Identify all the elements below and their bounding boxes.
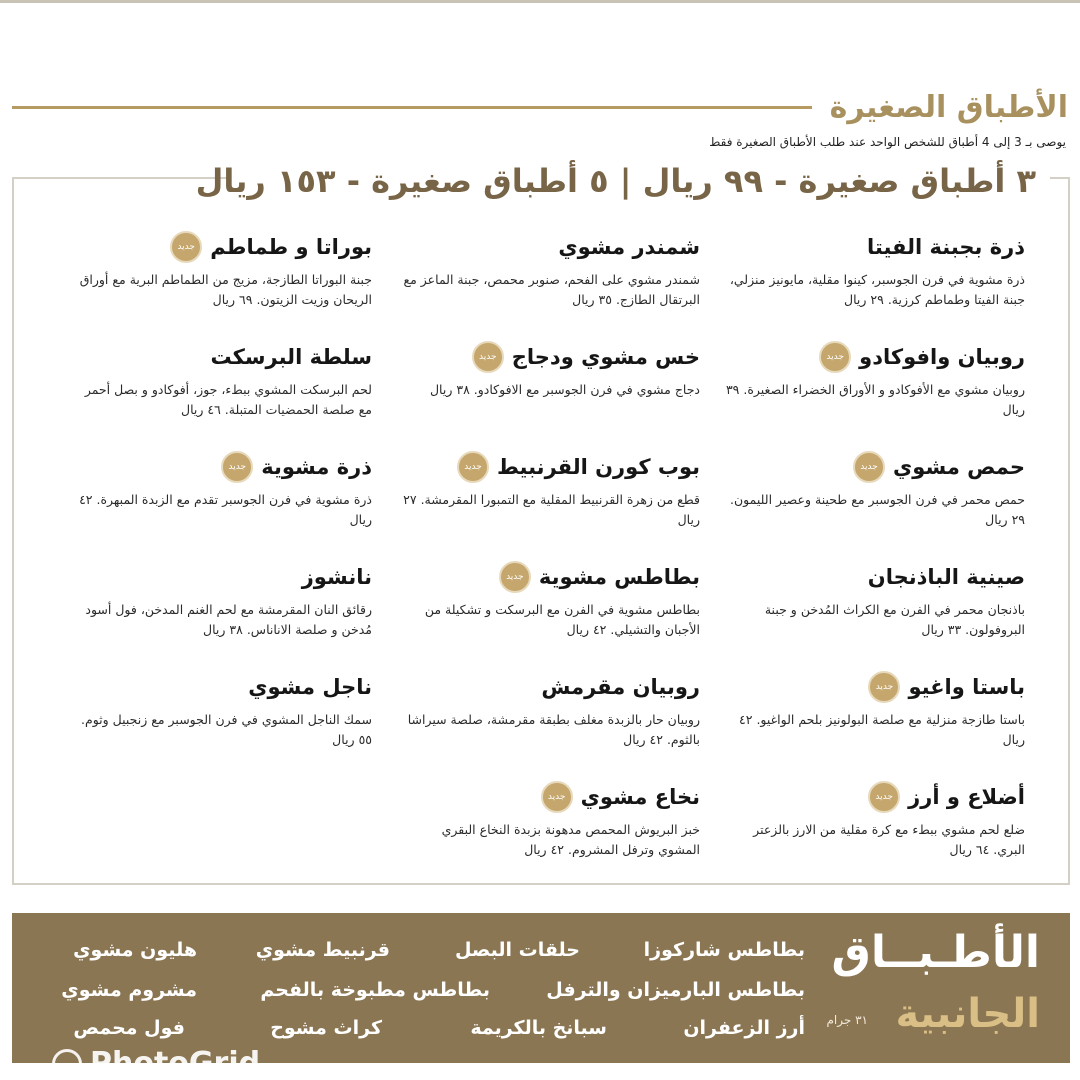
section-title-rule — [12, 106, 812, 109]
item-description: قطع من زهرة القرنبيط المقلية مع التمبورا المقرمشة. ٢٧ ريال — [403, 492, 700, 527]
menu-item — [400, 560, 700, 640]
side-dishes-weight: ٣١ جرام — [826, 1013, 868, 1027]
item-name: روبيان مقرمش — [541, 675, 700, 699]
new-badge: جديد — [853, 451, 885, 483]
item-description: شمندر مشوي على الفحم، صنوبر محمص، جبنة الماعز مع البرتقال الطازج. ٣٥ ريال — [403, 272, 700, 307]
item-name: بطاطس مشوية — [538, 565, 700, 589]
new-badge: جديد — [819, 341, 851, 373]
item-name: حمص مشوي — [893, 455, 1025, 479]
item-description: رقائق النان المقرمشة مع لحم الغنم المدخن، فول أسود مُدخن و صلصة الاناناس. ٣٨ ريال — [85, 602, 372, 637]
item-name: بوب كورن القرنبيط — [497, 455, 700, 479]
side-item: فول محمص — [73, 1017, 185, 1039]
side-item: هليون مشوي — [73, 939, 197, 961]
item-name: ناجل مشوي — [248, 675, 372, 699]
side-item: حلقات البصل — [454, 939, 580, 961]
side-dishes-title-line1: الأطـبــاق — [831, 927, 1040, 978]
menu-item — [725, 450, 1025, 530]
menu-item — [400, 450, 700, 530]
item-description: ذرة مشوية في فرن الجوسبر، كينوا مقلية، مايونيز منزلي، جبنة الفيتا وطماطم كرزية. ٢٩ ريال — [729, 272, 1025, 307]
section-title: الأطباق الصغيرة — [829, 89, 1068, 125]
menu-item — [725, 780, 1025, 860]
menu-item — [400, 230, 700, 310]
menu-item — [400, 670, 700, 750]
menu-item — [72, 670, 372, 750]
side-dishes-title-line2: الجانبية — [895, 991, 1040, 1037]
item-description: خبز البريوش المحمص مدهونة بزبدة النخاع البقري المشوي وترفل المشروم. ٤٢ ريال — [441, 822, 700, 857]
new-badge: جديد — [868, 781, 900, 813]
menu-item — [400, 340, 700, 400]
item-description: ضلع لحم مشوي ببطء مع كرة مقلية من الارز بالزعتر البري. ٦٤ ريال — [753, 822, 1025, 857]
side-item: كراث مشوح — [270, 1017, 382, 1039]
watermark-text: PhotoGrid — [90, 1046, 261, 1080]
menu-item — [725, 340, 1025, 420]
item-description: روبيان حار بالزبدة مغلف بطبقة مقرمشة، صلصة سيراشا بالثوم. ٤٢ ريال — [407, 712, 700, 747]
menu-item — [725, 560, 1025, 640]
price-line: ٣ أطباق صغيرة - ٩٩ ريال | ٥ أطباق صغيرة - ١٥٣ ريال — [195, 162, 1036, 200]
menu-item — [725, 230, 1025, 310]
new-badge: جديد — [541, 781, 573, 813]
item-name: ذرة مشوية — [261, 455, 372, 479]
item-description: دجاج مشوي في فرن الجوسبر مع الافوكادو. ٣٨ ريال — [429, 382, 700, 397]
item-name: نخاع مشوي — [580, 785, 700, 809]
item-name: سلطة البرسكت — [210, 345, 372, 369]
menu-item — [72, 560, 372, 640]
new-badge: جديد — [221, 451, 253, 483]
item-description: حمص محمر في فرن الجوسبر مع طحينة وعصير الليمون. ٢٩ ريال — [730, 492, 1025, 527]
side-item: قرنبيط مشوي — [255, 939, 390, 961]
side-item: بطاطس مطبوخة بالفحم — [260, 979, 490, 1001]
side-dishes-section — [12, 913, 1070, 1063]
menu-item — [72, 340, 372, 420]
new-badge: جديد — [170, 231, 202, 263]
side-item: بطاطس البارميزان والترفل — [546, 979, 805, 1001]
item-name: باستا واغيو — [908, 675, 1025, 699]
photogrid-watermark — [52, 1046, 260, 1080]
item-name: صينية الباذنجان — [867, 565, 1025, 589]
item-name: ذرة بجبنة الفيتا — [866, 235, 1025, 259]
menu-item — [400, 780, 700, 860]
item-description: سمك الناجل المشوي في فرن الجوسبر مع زنجبيل وثوم. ٥٥ ريال — [80, 712, 372, 747]
new-badge: جديد — [457, 451, 489, 483]
item-name: روبيان وافوكادو — [859, 345, 1025, 369]
top-divider — [0, 0, 1080, 3]
item-description: باذنجان محمر في الفرن مع الكراث المُدخن و جبنة البروفولون. ٣٣ ريال — [764, 602, 1025, 637]
menu-item — [725, 670, 1025, 750]
item-description: باستا طازجة منزلية مع صلصة البولونيز بلحم الواغيو. ٤٢ ريال — [739, 712, 1025, 747]
new-badge: جديد — [499, 561, 531, 593]
item-name: بوراتا و طماطم — [210, 235, 372, 259]
menu-item — [72, 230, 372, 310]
side-item: بطاطس شاركوزا — [643, 939, 805, 961]
box-top-border-right — [1050, 177, 1070, 179]
side-item: سبانخ بالكريمة — [470, 1017, 607, 1039]
item-description: بطاطس مشوية في الفرن مع البرسكت و تشكيلة من الأجبان والتشيلي. ٤٢ ريال — [424, 602, 700, 637]
item-name: أضلاع و أرز — [908, 785, 1025, 809]
item-name: شمندر مشوي — [558, 235, 700, 259]
menu-item — [72, 450, 372, 530]
photogrid-logo-icon — [52, 1049, 82, 1079]
item-description: ذرة مشوية في فرن الجوسبر تقدم مع الزبدة المبهرة. ٤٢ ريال — [79, 492, 372, 527]
side-item: أرز الزعفران — [683, 1017, 805, 1039]
new-badge: جديد — [868, 671, 900, 703]
section-note: يوصى بـ 3 إلى 4 أطباق للشخص الواحد عند طلب الأطباق الصغيرة فقط — [709, 135, 1066, 149]
item-description: روبيان مشوي مع الأفوكادو و الأوراق الخضراء الصغيرة. ٣٩ ريال — [725, 382, 1025, 417]
new-badge: جديد — [472, 341, 504, 373]
section-header — [12, 86, 1068, 128]
side-item: مشروم مشوي — [61, 979, 197, 1001]
item-description: لحم البرسكت المشوي ببطء، جوز، أفوكادو و بصل أحمر مع صلصة الحمضيات المتبلة. ٤٦ ريال — [84, 382, 372, 417]
item-name: نانشوز — [301, 565, 372, 589]
item-description: جبنة البوراتا الطازجة، مزيج من الطماطم البرية مع أوراق الريحان وزيت الزيتون. ٦٩ ريال — [79, 272, 372, 307]
item-name: خس مشوي ودجاج — [511, 345, 700, 369]
